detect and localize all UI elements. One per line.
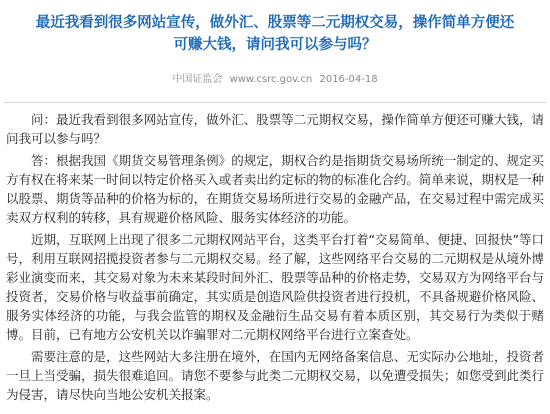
answer-paragraph-1: 答：根据我国《期货交易管理条例》的规定，期权合约是指期货交易场所统一制定的、规定买方有权在将来某一时间以特定价格买入或者卖出约定标的物的标准化合约。简单来说，期权是一种以股票、期货等品种的价格为标的，在期货交易场所进行交易的金融产品，在交易过程中需完成买卖双方权利的转移，具有规避价格风险、服务实体经济的功能。 bbox=[6, 153, 544, 225]
answer-paragraph-2: 近期，互联网上出现了很多二元期权网站平台，这类平台打着“交易简单、便捷、回报快”等口号，利用互联网招揽投资者参与二元期权交易。经了解，这些网络平台交易的二元期权是从境外博彩业演变而来，其交易对象为未来某段时间外汇、股票等品种的价格走势，交易双方为网络平台与投资者，交易价格与收益事前确定，其实质是创造风险供投资者进行投机，不具备规避价格风险、服务实体经济的功能，与我会监管的期权及金融衍生品交易有着本质区别，其交易行为类似于赌博。目前，已有地方公安机关以诈骗罪对二元期权网络平台进行立案查处。 bbox=[6, 232, 544, 342]
article-page bbox=[0, 12, 550, 414]
answer-paragraph-3: 需要注意的是，这些网站大多注册在境外，在国内无网络备案信息、无实际办公地址，投资者一旦上当受骗，损失很难追回。请您不要参与此类二元期权交易，以免遭受损失；如您受到此类行为侵害，请尽快向当地公安机关报案。 bbox=[6, 349, 544, 402]
article-body bbox=[0, 110, 550, 404]
question-paragraph: 问：最近我看到很多网站宣传，做外汇、股票等二元期权交易，操作简单方便还可赚大钱，请问我可以参与吗？ bbox=[6, 112, 544, 146]
article-title: 最近我看到很多网站宣传，做外汇、股票等二元期权交易，操作简单方便还可赚大钱，请问我可以参与吗？ bbox=[35, 15, 515, 53]
article-meta bbox=[0, 74, 550, 86]
article-date: 2016-04-18 bbox=[319, 74, 378, 85]
article-source: 中国证监会 bbox=[172, 74, 223, 85]
article-url: www.csrc.gov.cn bbox=[229, 74, 313, 85]
divider bbox=[4, 102, 546, 103]
